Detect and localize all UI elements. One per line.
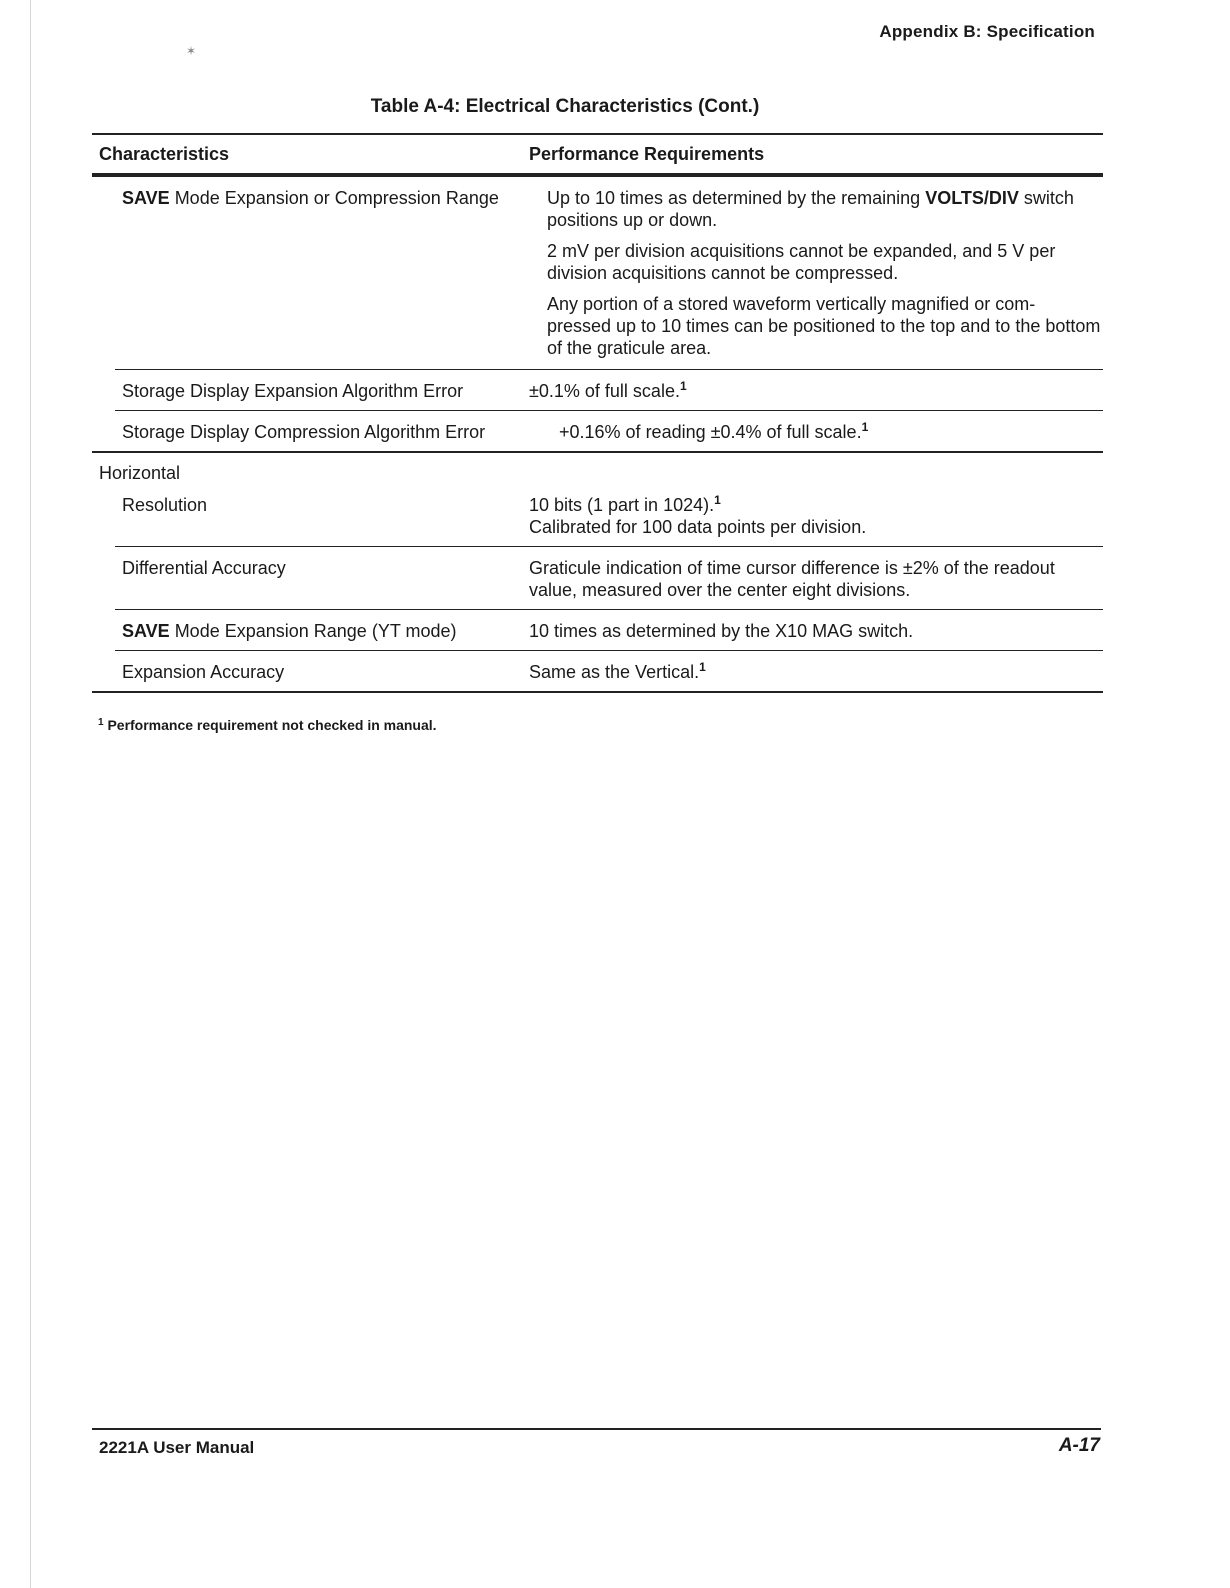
table-header-row: [92, 135, 1103, 177]
requirement-text: Up to 10 times as determined by the remaining: [547, 188, 926, 208]
requirement-line: [529, 494, 1103, 516]
table-row: [92, 370, 1103, 410]
column-header-characteristics: Characteristics: [99, 144, 230, 164]
row-requirement: [558, 411, 1103, 451]
row-requirement: [528, 651, 1103, 691]
row-requirement: 10 times as determined by the X10 MAG switch.: [529, 621, 914, 641]
row-requirement: [528, 370, 1103, 410]
scan-speck: ✶: [186, 44, 197, 58]
row-characteristic: Resolution: [122, 495, 208, 515]
keyword-save: SAVE: [122, 621, 170, 641]
table-row: [92, 547, 1103, 609]
table-bottom-rule: [92, 691, 1103, 693]
requirement-paragraph: [547, 187, 1103, 231]
scan-edge-line: [30, 0, 31, 1588]
row-requirement: Graticule indication of time cursor difference is ±2% of the readout value, measured over the center eight divisions.: [529, 558, 1055, 600]
row-characteristic: Storage Display Compression Algorithm Error: [122, 422, 486, 442]
row-characteristic: [92, 610, 528, 650]
requirement-text: Same as the Vertical.: [529, 662, 700, 682]
footnote-text: Performance requirement not checked in manual.: [103, 717, 437, 733]
footer-rule: [92, 1428, 1101, 1430]
footnote-ref: 1: [679, 379, 687, 393]
row-characteristic: Expansion Accuracy: [122, 662, 285, 682]
row-characteristic: [92, 177, 546, 367]
footnote-ref: 1: [699, 660, 706, 674]
requirement-paragraph: 2 mV per division acquisitions cannot be expanded, and 5 V per division acquisitions cannot be compressed.: [547, 241, 1056, 283]
row-characteristic: Storage Display Expansion Algorithm Error: [122, 381, 464, 401]
table-caption: [0, 96, 1230, 118]
footnote-mark: 1: [98, 717, 104, 728]
characteristic-text: Mode Expansion Range (YT mode): [169, 621, 457, 641]
requirement-text: ±0.1% of full scale.: [529, 381, 680, 401]
table-row: [92, 177, 1103, 367]
requirement-line: Calibrated for 100 data points per division.: [529, 517, 867, 537]
table-row: [92, 484, 1103, 546]
requirement-text: switch positions up or down.: [547, 188, 1074, 230]
requirement-paragraph: Any portion of a stored waveform vertically magnified or com- pressed up to 10 times can be positioned to the top and to the bottom of the graticule area.: [547, 294, 1101, 358]
requirement-text: +0.16% of reading ±0.4% of full scale.: [559, 422, 862, 442]
requirement-text: 10 bits (1 part in 1024).: [529, 495, 715, 515]
group-label-horizontal: Horizontal: [99, 463, 181, 483]
spec-table: [92, 133, 1103, 693]
row-characteristic: Differential Accuracy: [122, 558, 286, 578]
row-requirement: [528, 484, 1103, 546]
running-header: Appendix B: Specification: [879, 22, 1095, 41]
footnote-ref: 1: [861, 420, 869, 434]
characteristic-text: Mode Expansion or Compression Range: [169, 188, 499, 208]
row-requirement: [546, 177, 1103, 367]
keyword-save: SAVE: [122, 188, 170, 208]
table-footnote: [98, 717, 437, 733]
manual-title: 2221A User Manual: [99, 1438, 255, 1457]
column-header-performance: Performance Requirements: [529, 144, 765, 164]
footnote-ref: 1: [714, 493, 721, 507]
page-number: A-17: [1058, 1435, 1100, 1456]
table-row: [92, 651, 1103, 691]
table-row: [92, 610, 1103, 650]
keyword-volts-div: VOLTS/DIV: [925, 188, 1019, 208]
table-row: [92, 411, 1103, 451]
table-caption-text: Table A-4: Electrical Characteristics (Cont.): [370, 96, 760, 117]
